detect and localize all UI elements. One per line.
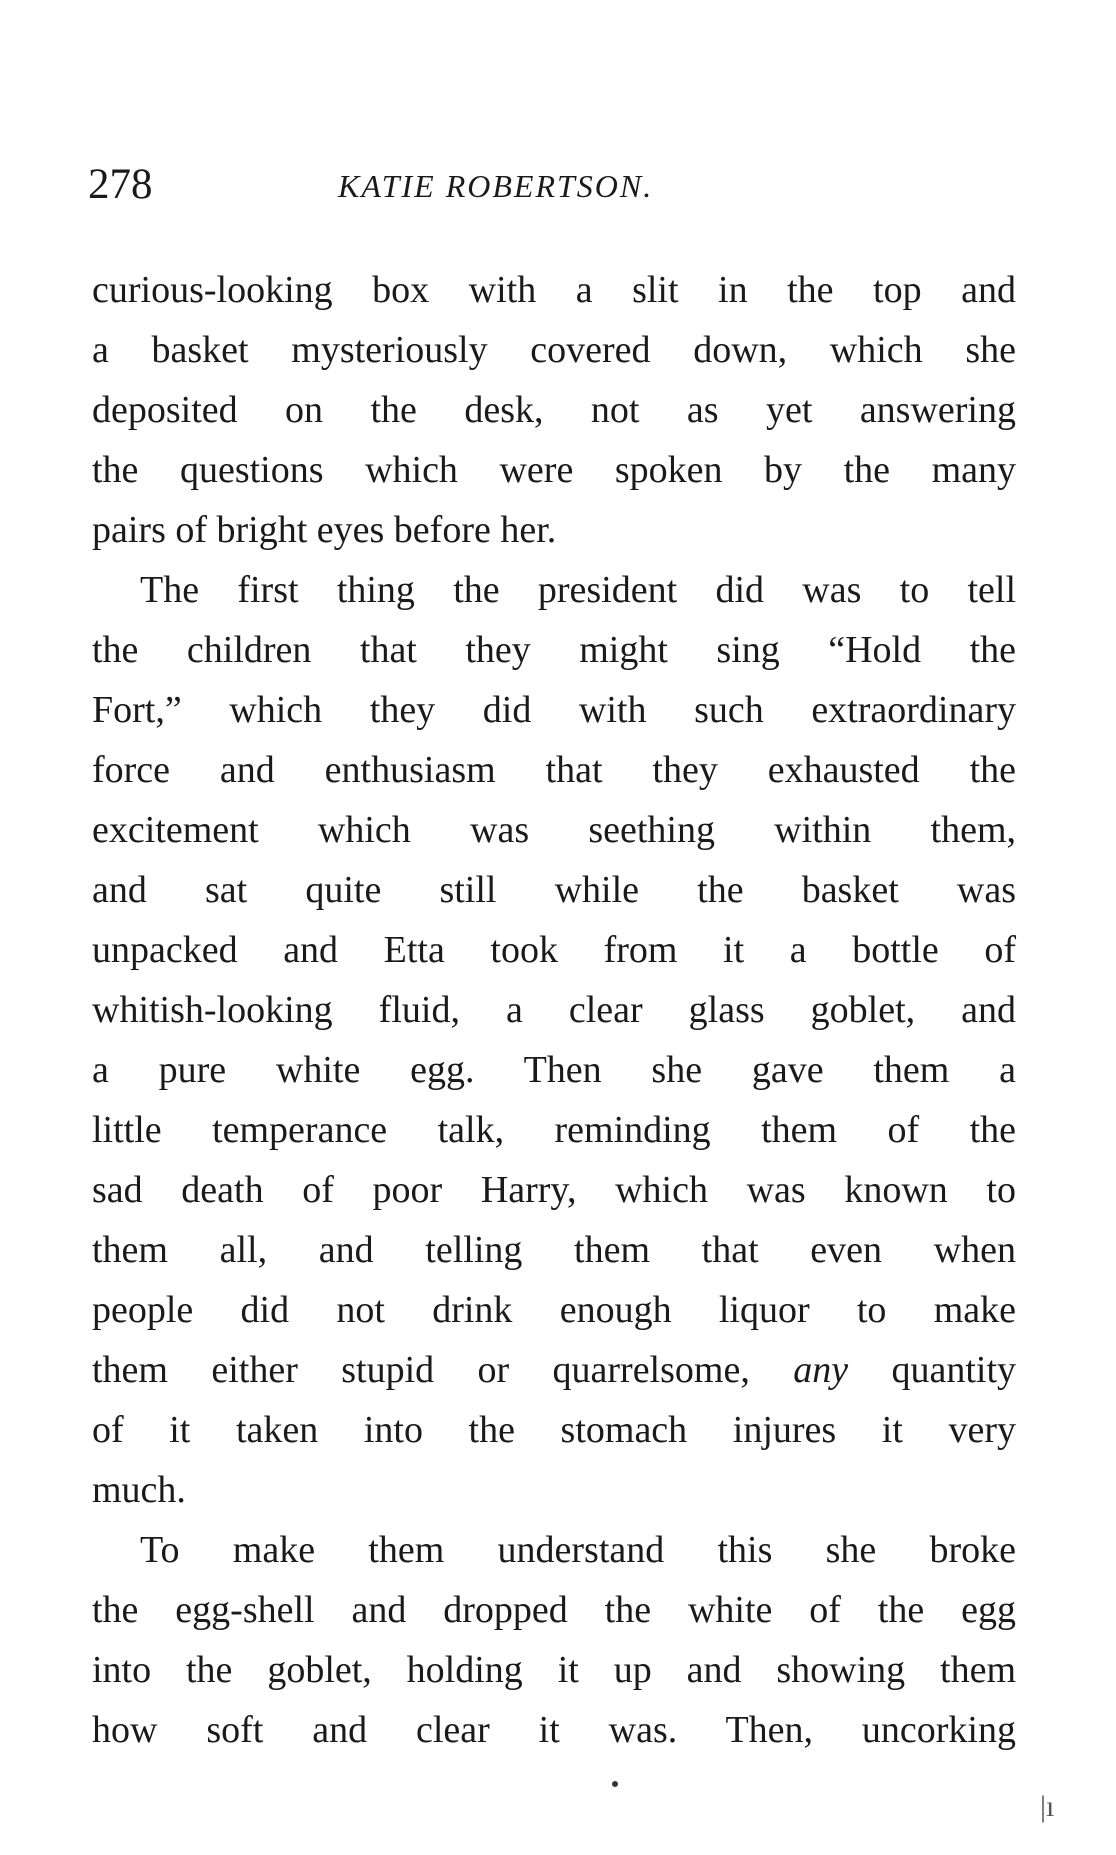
- text-line: force and enthusiasm that they exhausted the: [92, 749, 1016, 791]
- page-header: [88, 160, 1028, 220]
- text-line: much.: [92, 1469, 186, 1511]
- text-line: a pure white egg. Then she gave them a: [92, 1049, 1016, 1091]
- text-line: the children that they might sing “Hold the: [92, 629, 1016, 671]
- text-line-with-emphasis: [92, 1340, 1016, 1400]
- text-line: the egg-shell and dropped the white of the egg: [92, 1589, 1016, 1631]
- emphasized-word: any: [793, 1349, 849, 1391]
- text-line: Fort,” which they did with such extraordinary: [92, 689, 1016, 731]
- text-line: a basket mysteriously covered down, which she: [92, 329, 1016, 371]
- text-fragment: quantity: [891, 1349, 1017, 1391]
- text-line: deposited on the desk, not as yet answering: [92, 389, 1016, 431]
- text-line: into the goblet, holding it up and showing them: [92, 1649, 1016, 1691]
- text-line: and sat quite still while the basket was: [92, 869, 1016, 911]
- text-line: The first thing the president did was to tell: [140, 569, 1016, 611]
- scan-mark: |ı: [1040, 1790, 1055, 1823]
- print-dot: [612, 1781, 618, 1787]
- text-line: curious-looking box with a slit in the top and: [92, 269, 1016, 311]
- text-line: sad death of poor Harry, which was known to: [92, 1169, 1016, 1211]
- page-number: 278: [88, 161, 153, 208]
- running-head: KATIE ROBERTSON.: [338, 168, 654, 204]
- text-line: how soft and clear it was. Then, uncorking: [92, 1709, 1016, 1751]
- text-line: people did not drink enough liquor to make: [92, 1289, 1016, 1331]
- body-text: [92, 260, 1016, 1760]
- text-line: little temperance talk, reminding them of the: [92, 1109, 1016, 1151]
- text-line: excitement which was seething within them,: [92, 809, 1016, 851]
- text-line: of it taken into the stomach injures it very: [92, 1409, 1016, 1451]
- text-line: unpacked and Etta took from it a bottle of: [92, 929, 1016, 971]
- text-line: whitish-looking fluid, a clear glass goblet, and: [92, 989, 1016, 1031]
- text-line: pairs of bright eyes before her.: [92, 509, 557, 551]
- text-line: To make them understand this she broke: [140, 1529, 1016, 1571]
- text-line: the questions which were spoken by the many: [92, 449, 1016, 491]
- text-line: them all, and telling them that even when: [92, 1229, 1016, 1271]
- text-fragment: them either stupid or quarrelsome,: [92, 1349, 750, 1391]
